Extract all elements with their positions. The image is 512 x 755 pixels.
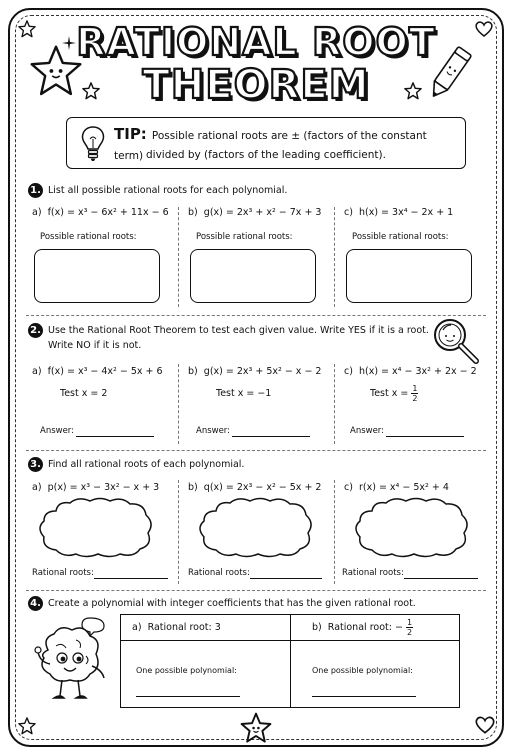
magnifier-icon	[430, 315, 482, 367]
section-2-instruction-line-1: Use the Rational Root Theorem to test each given value. Write YES if it is a root.	[48, 325, 429, 336]
polynomial-expression: h(x) = x⁴ − 3x² + 2x − 2	[358, 366, 477, 377]
answer-box-1c[interactable]	[346, 249, 472, 303]
polynomial-expression: q(x) = 2x³ − x² − 5x + 2	[203, 482, 322, 493]
section-4-number: 4.	[28, 596, 43, 611]
brain-mascot-icon	[30, 616, 114, 708]
root-cell-4b	[312, 618, 413, 637]
problem-label: b)	[188, 207, 198, 218]
problem-label: a)	[132, 622, 142, 633]
problem-label: b)	[312, 622, 322, 633]
column-divider	[334, 364, 335, 444]
section-3-number: 3.	[28, 457, 43, 472]
section-2-instruction-line-2: Write NO if it is not.	[48, 340, 142, 351]
problem-label: c)	[344, 482, 353, 493]
section-4-instruction: Create a polynomial with integer coefficients that has the given rational root.	[48, 598, 416, 609]
problem-2c	[344, 366, 477, 377]
column-divider	[334, 207, 335, 307]
possible-roots-prompt: Possible rational roots:	[40, 232, 137, 242]
answer-label: Answer:	[350, 426, 385, 436]
cloud-answer-3b[interactable]	[196, 497, 316, 559]
column-divider	[178, 480, 179, 584]
polynomial-expression: h(x) = 3x⁴ − 2x + 1	[358, 207, 454, 218]
problem-3a	[32, 482, 159, 493]
fraction-denominator: 2	[412, 394, 418, 403]
tip-line-2: divided by (factors of the leading coefficient).	[146, 149, 386, 161]
polynomial-expression: f(x) = x³ − 4x² − 5x + 6	[47, 366, 163, 377]
tip-line-1: Possible rational roots are ± (factors of the constant term)	[114, 130, 427, 162]
section-1-instruction: List all possible rational roots for each polynomial.	[48, 185, 288, 196]
answer-line-2a[interactable]	[76, 436, 154, 437]
problem-1b	[188, 207, 321, 218]
problem-label: b)	[188, 482, 198, 493]
rational-root-text: Rational root: 3	[147, 622, 221, 633]
possible-roots-prompt: Possible rational roots:	[196, 232, 293, 242]
answer-line-4b[interactable]	[312, 696, 416, 697]
section-3-instruction: Find all rational roots of each polynomial.	[48, 459, 245, 470]
problem-label: a)	[32, 482, 42, 493]
answer-line-2c[interactable]	[386, 436, 464, 437]
answer-line-3b[interactable]	[250, 578, 322, 579]
title-line-1: RATIONAL ROOT	[76, 20, 436, 64]
problem-label: b)	[188, 366, 198, 377]
section-divider	[26, 590, 486, 591]
possible-roots-prompt: Possible rational roots:	[352, 232, 449, 242]
test-value-2a: Test x = 2	[60, 388, 108, 399]
fraction-numerator: 1	[406, 618, 413, 627]
answer-label: Answer:	[40, 426, 75, 436]
fraction-numerator: 1	[412, 384, 418, 393]
polynomial-prompt: One possible polynomial:	[136, 666, 237, 675]
section-divider	[26, 315, 486, 316]
problem-label: a)	[32, 207, 42, 218]
polynomial-expression: g(x) = 2x³ + x² − 7x + 3	[203, 207, 322, 218]
section-divider	[26, 450, 486, 451]
problem-label: c)	[344, 207, 353, 218]
star-mascot-icon	[240, 712, 272, 744]
problem-2a	[32, 366, 163, 377]
polynomial-expression: f(x) = x³ − 6x² + 11x − 6	[47, 207, 169, 218]
problem-1a	[32, 207, 169, 218]
root-fraction	[406, 618, 413, 637]
answer-line-4a[interactable]	[136, 696, 240, 697]
root-cell-4a	[132, 622, 221, 633]
answer-line-3a[interactable]	[94, 578, 168, 579]
problem-1c	[344, 207, 453, 218]
rational-roots-label: Rational roots:	[342, 568, 404, 578]
test-value-2c	[370, 384, 418, 403]
column-divider	[178, 207, 179, 307]
problem-3b	[188, 482, 321, 493]
answer-line-3c[interactable]	[404, 578, 478, 579]
table-column-divider	[290, 614, 291, 708]
problem-label: a)	[32, 366, 42, 377]
title-line-2: THEOREM	[142, 62, 370, 108]
problem-label: c)	[344, 366, 353, 377]
polynomial-prompt: One possible polynomial:	[312, 666, 413, 675]
column-divider	[178, 364, 179, 444]
rational-roots-label: Rational roots:	[32, 568, 94, 578]
tip-label: TIP:	[114, 125, 147, 143]
cloud-answer-3c[interactable]	[352, 497, 472, 559]
column-divider	[334, 480, 335, 584]
polynomial-expression: g(x) = 2x³ + 5x² − x − 2	[203, 366, 322, 377]
section-1-number: 1.	[28, 183, 43, 198]
lightbulb-icon	[80, 124, 106, 164]
rational-roots-label: Rational roots:	[188, 568, 250, 578]
answer-box-1a[interactable]	[34, 249, 160, 303]
problem-2b	[188, 366, 321, 377]
answer-line-2b[interactable]	[232, 436, 310, 437]
test-fraction	[411, 384, 418, 403]
rational-root-prefix: Rational root: −	[327, 622, 403, 633]
answer-label: Answer:	[196, 426, 231, 436]
star-icon	[18, 717, 36, 735]
test-value-2b: Test x = −1	[216, 388, 272, 399]
polynomial-expression: r(x) = x⁴ − 5x² + 4	[358, 482, 449, 493]
test-prefix: Test x =	[370, 388, 409, 399]
cloud-answer-3a[interactable]	[36, 497, 156, 559]
polynomial-expression: p(x) = x³ − 3x² − x + 3	[47, 482, 160, 493]
heart-icon	[474, 715, 496, 735]
fraction-denominator: 2	[406, 628, 413, 637]
section-2-number: 2.	[28, 323, 43, 338]
problem-3c	[344, 482, 449, 493]
answer-box-1b[interactable]	[190, 249, 316, 303]
